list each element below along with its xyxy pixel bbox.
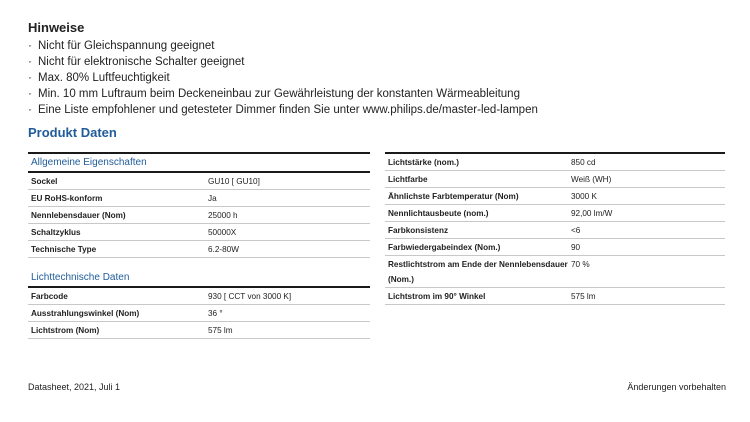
spec-value: 36 ° <box>205 305 370 322</box>
table-row <box>385 205 725 222</box>
spec-value: 850 cd <box>568 153 725 171</box>
spec-key: Restlichtstrom am Ende der Nennlebensdauer (Nom.) <box>385 256 568 288</box>
spec-value: Weiß (WH) <box>568 171 725 188</box>
spec-value: GU10 [ GU10] <box>205 172 370 190</box>
table-spacer <box>28 258 370 270</box>
note-item: · Max. 80% Luftfeuchtigkeit <box>28 72 170 84</box>
spec-key: Farbkonsistenz <box>385 222 568 239</box>
spec-key: Ähnlichste Farbtemperatur (Nom) <box>385 188 568 205</box>
spec-value: <6 <box>568 222 725 239</box>
spec-value: 6.2-80W <box>205 241 370 258</box>
footer-disclaimer: Änderungen vorbehalten <box>627 382 726 392</box>
general-title: Allgemeine Eigenschaften <box>28 153 370 172</box>
spec-key: Sockel <box>28 172 205 190</box>
table-row <box>385 222 725 239</box>
spec-value: 3000 K <box>568 188 725 205</box>
left-spec-table <box>28 152 370 339</box>
note-text: Eine Liste empfohlener und getesteter Dimmer finden Sie unter www.philips.de/master-led-lampen <box>38 104 538 116</box>
spec-key: Lichtstärke (nom.) <box>385 153 568 171</box>
table-row <box>385 171 725 188</box>
table-row <box>28 287 370 305</box>
spec-key: Ausstrahlungswinkel (Nom) <box>28 305 205 322</box>
table-row <box>385 288 725 305</box>
spec-key: Schaltzyklus <box>28 224 205 241</box>
table-row <box>385 153 725 171</box>
note-item: · Nicht für elektronische Schalter geeignet <box>28 56 245 68</box>
spec-key: Lichtstrom im 90° Winkel <box>385 288 568 305</box>
table-row <box>28 322 370 339</box>
section-title: Produkt Daten <box>28 125 117 140</box>
table-row <box>28 190 370 207</box>
spec-key: EU RoHS-konform <box>28 190 205 207</box>
spec-value: 92,00 lm/W <box>568 205 725 222</box>
table-row <box>385 256 725 288</box>
table-row <box>28 224 370 241</box>
spec-key: Farbcode <box>28 287 205 305</box>
note-text: Nicht für Gleichspannung geeignet <box>38 40 215 52</box>
spec-value: 575 lm <box>568 288 725 305</box>
spec-value: Ja <box>205 190 370 207</box>
note-item: · Eine Liste empfohlener und getesteter Dimmer finden Sie unter www.philips.de/master-led-lampen <box>28 104 538 116</box>
spec-key: Technische Type <box>28 241 205 258</box>
notes-title: Hinweise <box>28 20 85 35</box>
spec-key: Lichtstrom (Nom) <box>28 322 205 339</box>
table-row <box>28 207 370 224</box>
table-row <box>28 241 370 258</box>
notes-list <box>28 38 728 118</box>
spec-key: Farbwiedergabeindex (Nom.) <box>385 239 568 256</box>
table-row <box>28 305 370 322</box>
spec-value: 930 [ CCT von 3000 K] <box>205 287 370 305</box>
table-section-header <box>28 269 370 287</box>
spec-value: 575 lm <box>205 322 370 339</box>
note-text: Min. 10 mm Luftraum beim Deckeneinbau zur Gewährleistung der konstanten Wärmeableitung <box>38 88 520 100</box>
spec-value: 50000X <box>205 224 370 241</box>
note-item: · Min. 10 mm Luftraum beim Deckeneinbau zur Gewährleistung der konstanten Wärmeableitung <box>28 88 520 100</box>
table-row <box>28 172 370 190</box>
table-row <box>385 188 725 205</box>
spec-key: Nennlichtausbeute (nom.) <box>385 205 568 222</box>
spec-value: 90 <box>568 239 725 256</box>
footer-date: Datasheet, 2021, Juli 1 <box>28 382 121 392</box>
note-item: · Nicht für Gleichspannung geeignet <box>28 40 215 52</box>
light-title: Lichttechnische Daten <box>28 269 370 287</box>
table-section-header <box>28 153 370 172</box>
note-text: Max. 80% Luftfeuchtigkeit <box>38 72 170 84</box>
spec-value: 25000 h <box>205 207 370 224</box>
notes-section <box>28 20 728 118</box>
spec-key: Lichtfarbe <box>385 171 568 188</box>
spec-value: 70 % <box>568 256 725 288</box>
note-text: Nicht für elektronische Schalter geeignet <box>38 56 245 68</box>
spec-key: Nennlebensdauer (Nom) <box>28 207 205 224</box>
table-row <box>385 239 725 256</box>
right-spec-table <box>385 152 725 305</box>
